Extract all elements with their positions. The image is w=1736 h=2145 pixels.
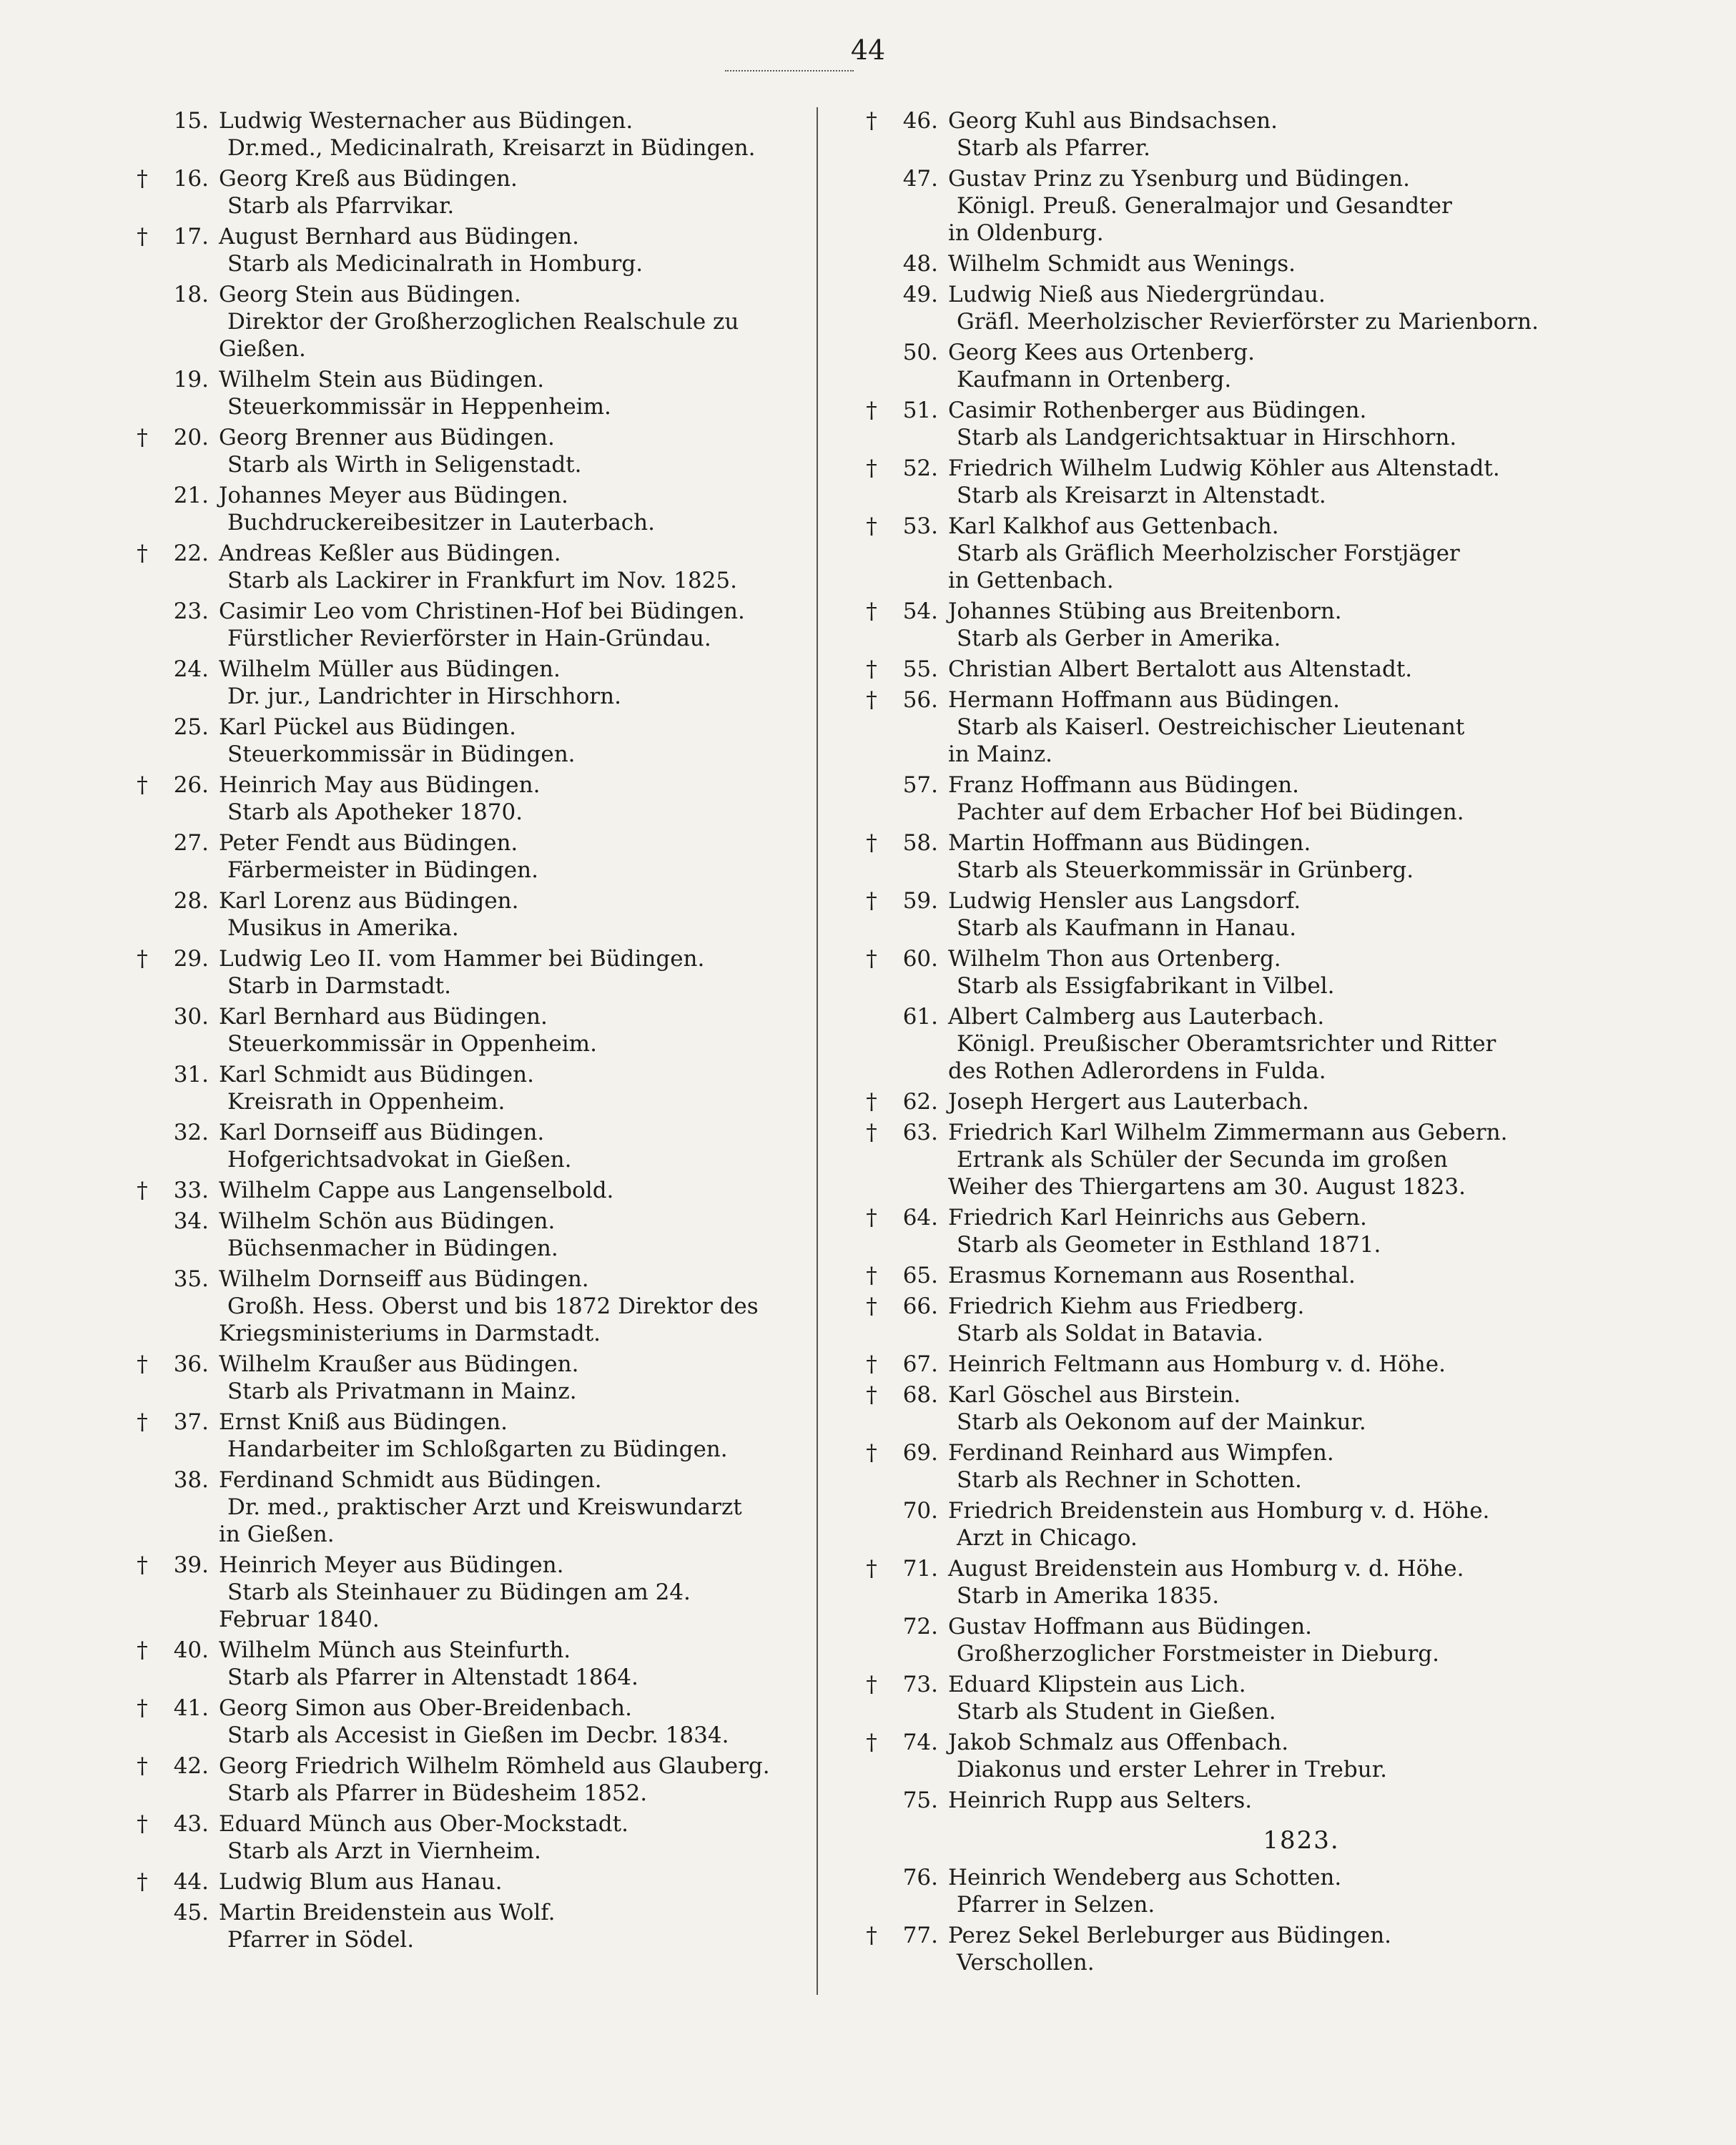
entry-name: Wilhelm Cappe aus Langenselbold. bbox=[219, 1178, 614, 1203]
deceased-cross-icon: † bbox=[866, 455, 877, 481]
entry-number: 75. bbox=[902, 1788, 938, 1813]
entry-detail: Großherzoglicher Forstmeister in Dieburg. bbox=[957, 1641, 1439, 1667]
entry-name: Andreas Keßler aus Büdingen. bbox=[219, 541, 561, 566]
entry-name: Wilhelm Müller aus Büdingen. bbox=[219, 656, 561, 682]
entry-detail: Starb als Medicinalrath in Homburg. bbox=[227, 251, 643, 277]
deceased-cross-icon: † bbox=[137, 946, 148, 972]
register-entry bbox=[137, 1637, 801, 1691]
register-entry bbox=[164, 1003, 801, 1057]
entry-name: Albert Calmberg aus Lauterbach. bbox=[948, 1004, 1325, 1030]
entry-detail: Starb als Pfarrvikar. bbox=[227, 193, 455, 219]
register-entry bbox=[866, 1922, 1709, 1976]
right-column bbox=[866, 107, 1709, 1980]
entry-number: 71. bbox=[902, 1556, 938, 1582]
register-entry bbox=[866, 598, 1709, 652]
entry-number: 60. bbox=[902, 946, 938, 972]
entry-detail: Pfarrer in Södel. bbox=[227, 1927, 415, 1953]
deceased-cross-icon: † bbox=[866, 1440, 877, 1466]
entry-number: 31. bbox=[173, 1062, 209, 1088]
entry-name: Jakob Schmalz aus Offenbach. bbox=[948, 1730, 1289, 1755]
deceased-cross-icon: † bbox=[866, 1263, 877, 1288]
entry-name: Friedrich Kiehm aus Friedberg. bbox=[948, 1293, 1305, 1319]
register-entry bbox=[137, 1868, 801, 1895]
register-entry bbox=[866, 1293, 1709, 1347]
entry-detail: Starb als Geometer in Esthland 1871. bbox=[957, 1232, 1381, 1258]
entry-name: Ludwig Blum aus Hanau. bbox=[219, 1869, 503, 1895]
entry-number: 63. bbox=[902, 1120, 938, 1145]
entry-number: 17. bbox=[173, 224, 209, 250]
deceased-cross-icon: † bbox=[866, 513, 877, 539]
entry-detail: Starb als Kreisarzt in Altenstadt. bbox=[957, 483, 1326, 508]
register-entry bbox=[894, 165, 1709, 247]
entry-name: Gustav Prinz zu Ysenburg und Büdingen. bbox=[948, 166, 1410, 192]
register-entry bbox=[137, 1752, 801, 1807]
register-entry bbox=[866, 1555, 1709, 1609]
entry-detail: Arzt in Chicago. bbox=[957, 1525, 1138, 1551]
entry-detail: Pfarrer in Selzen. bbox=[957, 1892, 1155, 1918]
register-entry bbox=[894, 1787, 1709, 1814]
entry-detail: Starb als Steinhauer zu Büdingen am 24. bbox=[227, 1579, 691, 1605]
entry-number: 70. bbox=[902, 1498, 938, 1524]
deceased-cross-icon: † bbox=[137, 541, 148, 566]
register-entry bbox=[137, 540, 801, 594]
entry-name: Wilhelm Dornseiff aus Büdingen. bbox=[219, 1266, 589, 1292]
deceased-cross-icon: † bbox=[866, 888, 877, 914]
register-entry bbox=[866, 1119, 1709, 1200]
top-rule bbox=[725, 70, 854, 72]
entry-name: Ferdinand Schmidt aus Büdingen. bbox=[219, 1467, 602, 1493]
entry-number: 32. bbox=[173, 1120, 209, 1145]
entry-detail: Starb als Kaiserl. Oestreichischer Lieutenant bbox=[957, 714, 1465, 740]
deceased-cross-icon: † bbox=[866, 946, 877, 972]
entry-detail: Steuerkommissär in Heppenheim. bbox=[227, 394, 611, 420]
entry-detail: Starb als Pfarrer. bbox=[957, 135, 1150, 161]
entry-number: 53. bbox=[902, 513, 938, 539]
entry-detail: Starb als Gerber in Amerika. bbox=[957, 626, 1281, 651]
entry-detail: Buchdruckereibesitzer in Lauterbach. bbox=[227, 510, 655, 536]
entry-detail: Starb als Kaufmann in Hanau. bbox=[957, 915, 1297, 941]
deceased-cross-icon: † bbox=[137, 1351, 148, 1377]
entry-name: Georg Simon aus Ober-Breidenbach. bbox=[219, 1695, 632, 1721]
entry-detail: Hofgerichtsadvokat in Gießen. bbox=[227, 1147, 572, 1173]
entry-detail-continued: Gießen. bbox=[219, 336, 306, 362]
entry-name: Ludwig Nieß aus Niedergründau. bbox=[948, 282, 1326, 307]
register-entry bbox=[164, 656, 801, 710]
entry-name: Georg Kees aus Ortenberg. bbox=[948, 340, 1255, 365]
register-entry bbox=[894, 1497, 1709, 1552]
entry-detail: Königl. Preuß. Generalmajor und Gesandter bbox=[957, 193, 1452, 219]
entry-number: 72. bbox=[902, 1614, 938, 1639]
entry-detail: Dr. jur., Landrichter in Hirschhorn. bbox=[227, 684, 621, 709]
deceased-cross-icon: † bbox=[866, 1205, 877, 1231]
entry-detail: Färbermeister in Büdingen. bbox=[227, 857, 538, 883]
entry-name: Erasmus Kornemann aus Rosenthal. bbox=[948, 1263, 1356, 1288]
register-entry bbox=[137, 1695, 801, 1749]
entry-number: 21. bbox=[173, 483, 209, 508]
register-entry bbox=[866, 1671, 1709, 1725]
register-entry bbox=[164, 1466, 801, 1548]
entry-detail-continued: in Oldenburg. bbox=[948, 220, 1104, 246]
entry-number: 24. bbox=[173, 656, 209, 682]
entry-number: 76. bbox=[902, 1865, 938, 1890]
entry-number: 59. bbox=[902, 888, 938, 914]
entry-name: Wilhelm Schmidt aus Wenings. bbox=[948, 251, 1296, 277]
entry-name: Wilhelm Münch aus Steinfurth. bbox=[219, 1637, 571, 1663]
entry-number: 37. bbox=[173, 1409, 209, 1435]
entry-number: 43. bbox=[173, 1811, 209, 1837]
deceased-cross-icon: † bbox=[866, 687, 877, 713]
entry-name: August Breidenstein aus Homburg v. d. Höhe. bbox=[948, 1556, 1464, 1582]
entry-number: 69. bbox=[902, 1440, 938, 1466]
deceased-cross-icon: † bbox=[866, 1351, 877, 1377]
entry-detail: Steuerkommissär in Büdingen. bbox=[227, 741, 576, 767]
entry-name: Friedrich Karl Wilhelm Zimmermann aus Gebern. bbox=[948, 1120, 1508, 1145]
entry-detail: Steuerkommissär in Oppenheim. bbox=[227, 1031, 597, 1057]
entry-name: Heinrich May aus Büdingen. bbox=[219, 772, 541, 798]
entry-detail-continued: Februar 1840. bbox=[219, 1607, 380, 1632]
entry-detail: Großh. Hess. Oberst und bis 1872 Direktor des bbox=[227, 1293, 759, 1319]
entry-detail: Starb als Lackirer in Frankfurt im Nov. 1825. bbox=[227, 568, 737, 593]
register-entry bbox=[164, 366, 801, 420]
left-column bbox=[137, 107, 801, 1957]
entry-number: 65. bbox=[902, 1263, 938, 1288]
deceased-cross-icon: † bbox=[866, 1672, 877, 1697]
entry-number: 73. bbox=[902, 1672, 938, 1697]
register-entry bbox=[164, 1119, 801, 1173]
entry-detail: Starb als Essigfabrikant in Vilbel. bbox=[957, 973, 1335, 999]
entry-name: Karl Lorenz aus Büdingen. bbox=[219, 888, 519, 914]
entry-detail: Kreisrath in Oppenheim. bbox=[227, 1089, 505, 1115]
entry-number: 15. bbox=[173, 108, 209, 134]
register-entry bbox=[894, 281, 1709, 335]
entry-name: Johannes Meyer aus Büdingen. bbox=[219, 483, 568, 508]
entry-number: 56. bbox=[902, 687, 938, 713]
deceased-cross-icon: † bbox=[866, 1382, 877, 1408]
entry-name: Heinrich Meyer aus Büdingen. bbox=[219, 1552, 564, 1578]
deceased-cross-icon: † bbox=[137, 1695, 148, 1721]
entry-detail-continued: in Gettenbach. bbox=[948, 568, 1114, 593]
entry-detail: Fürstlicher Revierförster in Hain-Gründau. bbox=[227, 626, 711, 651]
entry-number: 35. bbox=[173, 1266, 209, 1292]
deceased-cross-icon: † bbox=[137, 772, 148, 798]
entry-number: 64. bbox=[902, 1205, 938, 1231]
entry-name: Heinrich Feltmann aus Homburg v. d. Höhe. bbox=[948, 1351, 1446, 1377]
register-entry bbox=[137, 1810, 801, 1865]
register-entry bbox=[866, 1088, 1709, 1115]
register-entry bbox=[866, 829, 1709, 884]
register-entry bbox=[866, 1729, 1709, 1783]
entry-detail: Starb als Gräflich Meerholzischer Forstjäger bbox=[957, 541, 1460, 566]
register-entry bbox=[866, 1351, 1709, 1378]
entry-name: Wilhelm Kraußer aus Büdingen. bbox=[219, 1351, 579, 1377]
entry-number: 34. bbox=[173, 1208, 209, 1234]
register-entry bbox=[894, 1864, 1709, 1918]
entry-name: Friedrich Breidenstein aus Homburg v. d. Höhe. bbox=[948, 1498, 1490, 1524]
register-entry bbox=[164, 598, 801, 652]
entry-name: Georg Friedrich Wilhelm Römheld aus Glauberg. bbox=[219, 1753, 770, 1779]
register-entry bbox=[137, 424, 801, 478]
entry-name: Karl Dornseiff aus Büdingen. bbox=[219, 1120, 545, 1145]
entry-number: 33. bbox=[173, 1178, 209, 1203]
entry-name: Peter Fendt aus Büdingen. bbox=[219, 830, 518, 856]
entry-number: 44. bbox=[173, 1869, 209, 1895]
register-entry bbox=[866, 656, 1709, 683]
register-entry bbox=[164, 482, 801, 536]
entry-number: 18. bbox=[173, 282, 209, 307]
entry-number: 45. bbox=[173, 1900, 209, 1925]
entry-number: 50. bbox=[902, 340, 938, 365]
register-entry bbox=[866, 513, 1709, 594]
entry-detail: Starb als Apotheker 1870. bbox=[227, 799, 523, 825]
column-divider bbox=[817, 107, 818, 1995]
entry-number: 77. bbox=[902, 1923, 938, 1948]
entry-detail: Starb als Student in Gießen. bbox=[957, 1699, 1276, 1725]
entry-detail: Starb als Wirth in Seligenstadt. bbox=[227, 452, 582, 478]
entry-detail: Büchsenmacher in Büdingen. bbox=[227, 1236, 558, 1261]
register-entry bbox=[866, 1204, 1709, 1258]
register-entry bbox=[137, 1552, 801, 1633]
register-entry bbox=[164, 281, 801, 363]
entry-number: 20. bbox=[173, 425, 209, 450]
register-entry bbox=[866, 1439, 1709, 1494]
entry-name: Georg Brenner aus Büdingen. bbox=[219, 425, 555, 450]
entry-number: 19. bbox=[173, 367, 209, 393]
register-entry bbox=[137, 1409, 801, 1463]
entry-number: 25. bbox=[173, 714, 209, 740]
entry-number: 58. bbox=[902, 830, 938, 856]
entry-name: Karl Göschel aus Birstein. bbox=[948, 1382, 1241, 1408]
register-entry bbox=[894, 250, 1709, 277]
deceased-cross-icon: † bbox=[866, 1293, 877, 1319]
entry-number: 16. bbox=[173, 166, 209, 192]
entry-detail-continued: in Gießen. bbox=[219, 1522, 335, 1547]
deceased-cross-icon: † bbox=[137, 1178, 148, 1203]
entry-detail-continued: Kriegsministeriums in Darmstadt. bbox=[219, 1321, 601, 1346]
entry-name: Karl Kalkhof aus Gettenbach. bbox=[948, 513, 1279, 539]
entry-name: Friedrich Wilhelm Ludwig Köhler aus Altenstadt. bbox=[948, 455, 1500, 481]
register-entry bbox=[137, 165, 801, 220]
register-entry bbox=[164, 887, 801, 942]
deceased-cross-icon: † bbox=[866, 830, 877, 856]
entry-number: 27. bbox=[173, 830, 209, 856]
deceased-cross-icon: † bbox=[137, 1409, 148, 1435]
register-entry bbox=[866, 455, 1709, 509]
entry-number: 28. bbox=[173, 888, 209, 914]
entry-name: Eduard Münch aus Ober-Mockstadt. bbox=[219, 1811, 628, 1837]
entry-name: Perez Sekel Berleburger aus Büdingen. bbox=[948, 1923, 1392, 1948]
entry-detail: Ertrank als Schüler der Secunda im großen bbox=[957, 1147, 1448, 1173]
register-entry bbox=[164, 714, 801, 768]
entry-number: 52. bbox=[902, 455, 938, 481]
register-entry bbox=[866, 1262, 1709, 1289]
year-heading: 1823. bbox=[1263, 1826, 1340, 1855]
entry-name: Georg Kuhl aus Bindsachsen. bbox=[948, 108, 1278, 134]
register-entry bbox=[137, 771, 801, 826]
deceased-cross-icon: † bbox=[137, 166, 148, 192]
register-entry bbox=[164, 1899, 801, 1953]
entry-name: Gustav Hoffmann aus Büdingen. bbox=[948, 1614, 1313, 1639]
entry-number: 39. bbox=[173, 1552, 209, 1578]
entry-detail: Starb als Pfarrer in Altenstadt 1864. bbox=[227, 1665, 638, 1690]
entry-number: 29. bbox=[173, 946, 209, 972]
entry-detail: Königl. Preußischer Oberamtsrichter und Ritter bbox=[957, 1031, 1496, 1057]
register-entry bbox=[866, 397, 1709, 451]
entry-number: 49. bbox=[902, 282, 938, 307]
entry-detail-continued: Weiher des Thiergartens am 30. August 1823. bbox=[948, 1174, 1466, 1200]
deceased-cross-icon: † bbox=[866, 1730, 877, 1755]
entry-name: Heinrich Rupp aus Selters. bbox=[948, 1788, 1253, 1813]
entry-detail: Starb als Pfarrer in Büdesheim 1852. bbox=[227, 1780, 648, 1806]
entry-name: Friedrich Karl Heinrichs aus Gebern. bbox=[948, 1205, 1367, 1231]
deceased-cross-icon: † bbox=[137, 425, 148, 450]
register-entry bbox=[164, 1208, 801, 1262]
entry-number: 66. bbox=[902, 1293, 938, 1319]
entry-name: Georg Kreß aus Büdingen. bbox=[219, 166, 518, 192]
entry-name: Ludwig Westernacher aus Büdingen. bbox=[219, 108, 633, 134]
entry-detail: Dr. med., praktischer Arzt und Kreiswundarzt bbox=[227, 1494, 742, 1520]
entry-name: Casimir Rothenberger aus Büdingen. bbox=[948, 398, 1367, 423]
entry-name: Ferdinand Reinhard aus Wimpfen. bbox=[948, 1440, 1334, 1466]
entry-name: Martin Breidenstein aus Wolf. bbox=[219, 1900, 556, 1925]
entry-number: 51. bbox=[902, 398, 938, 423]
entry-name: Ludwig Leo II. vom Hammer bei Büdingen. bbox=[219, 946, 705, 972]
entry-name: Ludwig Hensler aus Langsdorf. bbox=[948, 888, 1301, 914]
entry-number: 57. bbox=[902, 772, 938, 798]
entry-detail: Starb als Rechner in Schotten. bbox=[957, 1467, 1302, 1493]
entry-detail: Handarbeiter im Schloßgarten zu Büdingen. bbox=[227, 1436, 728, 1462]
deceased-cross-icon: † bbox=[137, 1552, 148, 1578]
entry-detail: Verschollen. bbox=[957, 1950, 1095, 1976]
entry-name: Wilhelm Schön aus Büdingen. bbox=[219, 1208, 556, 1234]
register-entry bbox=[866, 1381, 1709, 1436]
entry-detail: Kaufmann in Ortenberg. bbox=[957, 367, 1232, 393]
deceased-cross-icon: † bbox=[866, 1923, 877, 1948]
entry-detail: Dr.med., Medicinalrath, Kreisarzt in Büdingen. bbox=[227, 135, 756, 161]
entry-detail: Starb als Oekonom auf der Mainkur. bbox=[957, 1409, 1366, 1435]
entry-detail: Gräfl. Meerholzischer Revierförster zu Marienborn. bbox=[957, 309, 1539, 335]
entry-number: 61. bbox=[902, 1004, 938, 1030]
entry-number: 38. bbox=[173, 1467, 209, 1493]
register-entry bbox=[137, 945, 801, 1000]
entry-detail: Musikus in Amerika. bbox=[227, 915, 459, 941]
entry-number: 22. bbox=[173, 541, 209, 566]
entry-number: 68. bbox=[902, 1382, 938, 1408]
entry-number: 74. bbox=[902, 1730, 938, 1755]
deceased-cross-icon: † bbox=[866, 398, 877, 423]
deceased-cross-icon: † bbox=[866, 598, 877, 624]
register-entry bbox=[164, 107, 801, 162]
entry-detail: Starb als Soldat in Batavia. bbox=[957, 1321, 1264, 1346]
entry-detail: Diakonus und erster Lehrer in Trebur. bbox=[957, 1757, 1387, 1782]
register-entry bbox=[894, 771, 1709, 826]
entry-name: Karl Schmidt aus Büdingen. bbox=[219, 1062, 534, 1088]
entry-detail: Starb in Darmstadt. bbox=[227, 973, 451, 999]
entry-detail: Starb als Privatmann in Mainz. bbox=[227, 1379, 577, 1404]
deceased-cross-icon: † bbox=[137, 1869, 148, 1895]
deceased-cross-icon: † bbox=[866, 108, 877, 134]
entry-number: 23. bbox=[173, 598, 209, 624]
deceased-cross-icon: † bbox=[866, 1120, 877, 1145]
page-number: 44 bbox=[850, 34, 886, 66]
deceased-cross-icon: † bbox=[866, 1556, 877, 1582]
entry-name: Johannes Stübing aus Breitenborn. bbox=[948, 598, 1342, 624]
entry-number: 47. bbox=[902, 166, 938, 192]
entry-detail-continued: des Rothen Adlerordens in Fulda. bbox=[948, 1058, 1326, 1084]
register-entry bbox=[866, 686, 1709, 768]
register-entry bbox=[866, 945, 1709, 1000]
entry-number: 26. bbox=[173, 772, 209, 798]
entry-name: Wilhelm Stein aus Büdingen. bbox=[219, 367, 545, 393]
entry-name: Christian Albert Bertalott aus Altenstadt. bbox=[948, 656, 1413, 682]
entry-name: Casimir Leo vom Christinen-Hof bei Büdingen. bbox=[219, 598, 745, 624]
entry-detail: Starb als Steuerkommissär in Grünberg. bbox=[957, 857, 1414, 883]
entry-name: Hermann Hoffmann aus Büdingen. bbox=[948, 687, 1340, 713]
register-entry bbox=[894, 1003, 1709, 1085]
entry-number: 62. bbox=[902, 1089, 938, 1115]
entry-name: Eduard Klipstein aus Lich. bbox=[948, 1672, 1246, 1697]
entry-detail: Starb als Arzt in Viernheim. bbox=[227, 1838, 541, 1864]
entry-number: 55. bbox=[902, 656, 938, 682]
entry-name: Karl Bernhard aus Büdingen. bbox=[219, 1004, 548, 1030]
entry-name: Franz Hoffmann aus Büdingen. bbox=[948, 772, 1300, 798]
entry-detail: Starb als Accesist in Gießen im Decbr. 1834. bbox=[227, 1722, 729, 1748]
entry-name: Joseph Hergert aus Lauterbach. bbox=[948, 1089, 1309, 1115]
entry-name: August Bernhard aus Büdingen. bbox=[219, 224, 579, 250]
register-entry bbox=[866, 887, 1709, 942]
deceased-cross-icon: † bbox=[137, 1637, 148, 1663]
entry-detail: Direktor der Großherzoglichen Realschule zu bbox=[227, 309, 739, 335]
entry-number: 40. bbox=[173, 1637, 209, 1663]
entry-name: Ernst Kniß aus Büdingen. bbox=[219, 1409, 508, 1435]
entry-name: Wilhelm Thon aus Ortenberg. bbox=[948, 946, 1281, 972]
register-entry bbox=[137, 1351, 801, 1405]
register-entry bbox=[164, 829, 801, 884]
entry-number: 30. bbox=[173, 1004, 209, 1030]
entry-detail: Starb in Amerika 1835. bbox=[957, 1583, 1220, 1609]
entry-number: 41. bbox=[173, 1695, 209, 1721]
entry-number: 54. bbox=[902, 598, 938, 624]
deceased-cross-icon: † bbox=[866, 1089, 877, 1115]
entry-detail: Pachter auf dem Erbacher Hof bei Büdingen. bbox=[957, 799, 1464, 825]
deceased-cross-icon: † bbox=[137, 224, 148, 250]
entry-number: 46. bbox=[902, 108, 938, 134]
register-entry bbox=[137, 223, 801, 277]
entry-name: Martin Hoffmann aus Büdingen. bbox=[948, 830, 1311, 856]
entry-number: 36. bbox=[173, 1351, 209, 1377]
entry-detail-continued: in Mainz. bbox=[948, 741, 1053, 767]
entry-name: Karl Pückel aus Büdingen. bbox=[219, 714, 517, 740]
register-entry bbox=[866, 107, 1709, 162]
entry-name: Georg Stein aus Büdingen. bbox=[219, 282, 521, 307]
deceased-cross-icon: † bbox=[137, 1753, 148, 1779]
register-entry bbox=[164, 1061, 801, 1115]
entry-number: 42. bbox=[173, 1753, 209, 1779]
entry-number: 48. bbox=[902, 251, 938, 277]
deceased-cross-icon: † bbox=[866, 656, 877, 682]
entry-number: 67. bbox=[902, 1351, 938, 1377]
deceased-cross-icon: † bbox=[137, 1811, 148, 1837]
entry-name: Heinrich Wendeberg aus Schotten. bbox=[948, 1865, 1342, 1890]
register-entry bbox=[137, 1177, 801, 1204]
register-entry bbox=[164, 1266, 801, 1347]
entry-detail: Starb als Landgerichtsaktuar in Hirschhorn. bbox=[957, 425, 1457, 450]
register-entry bbox=[894, 1613, 1709, 1667]
register-entry bbox=[894, 339, 1709, 393]
